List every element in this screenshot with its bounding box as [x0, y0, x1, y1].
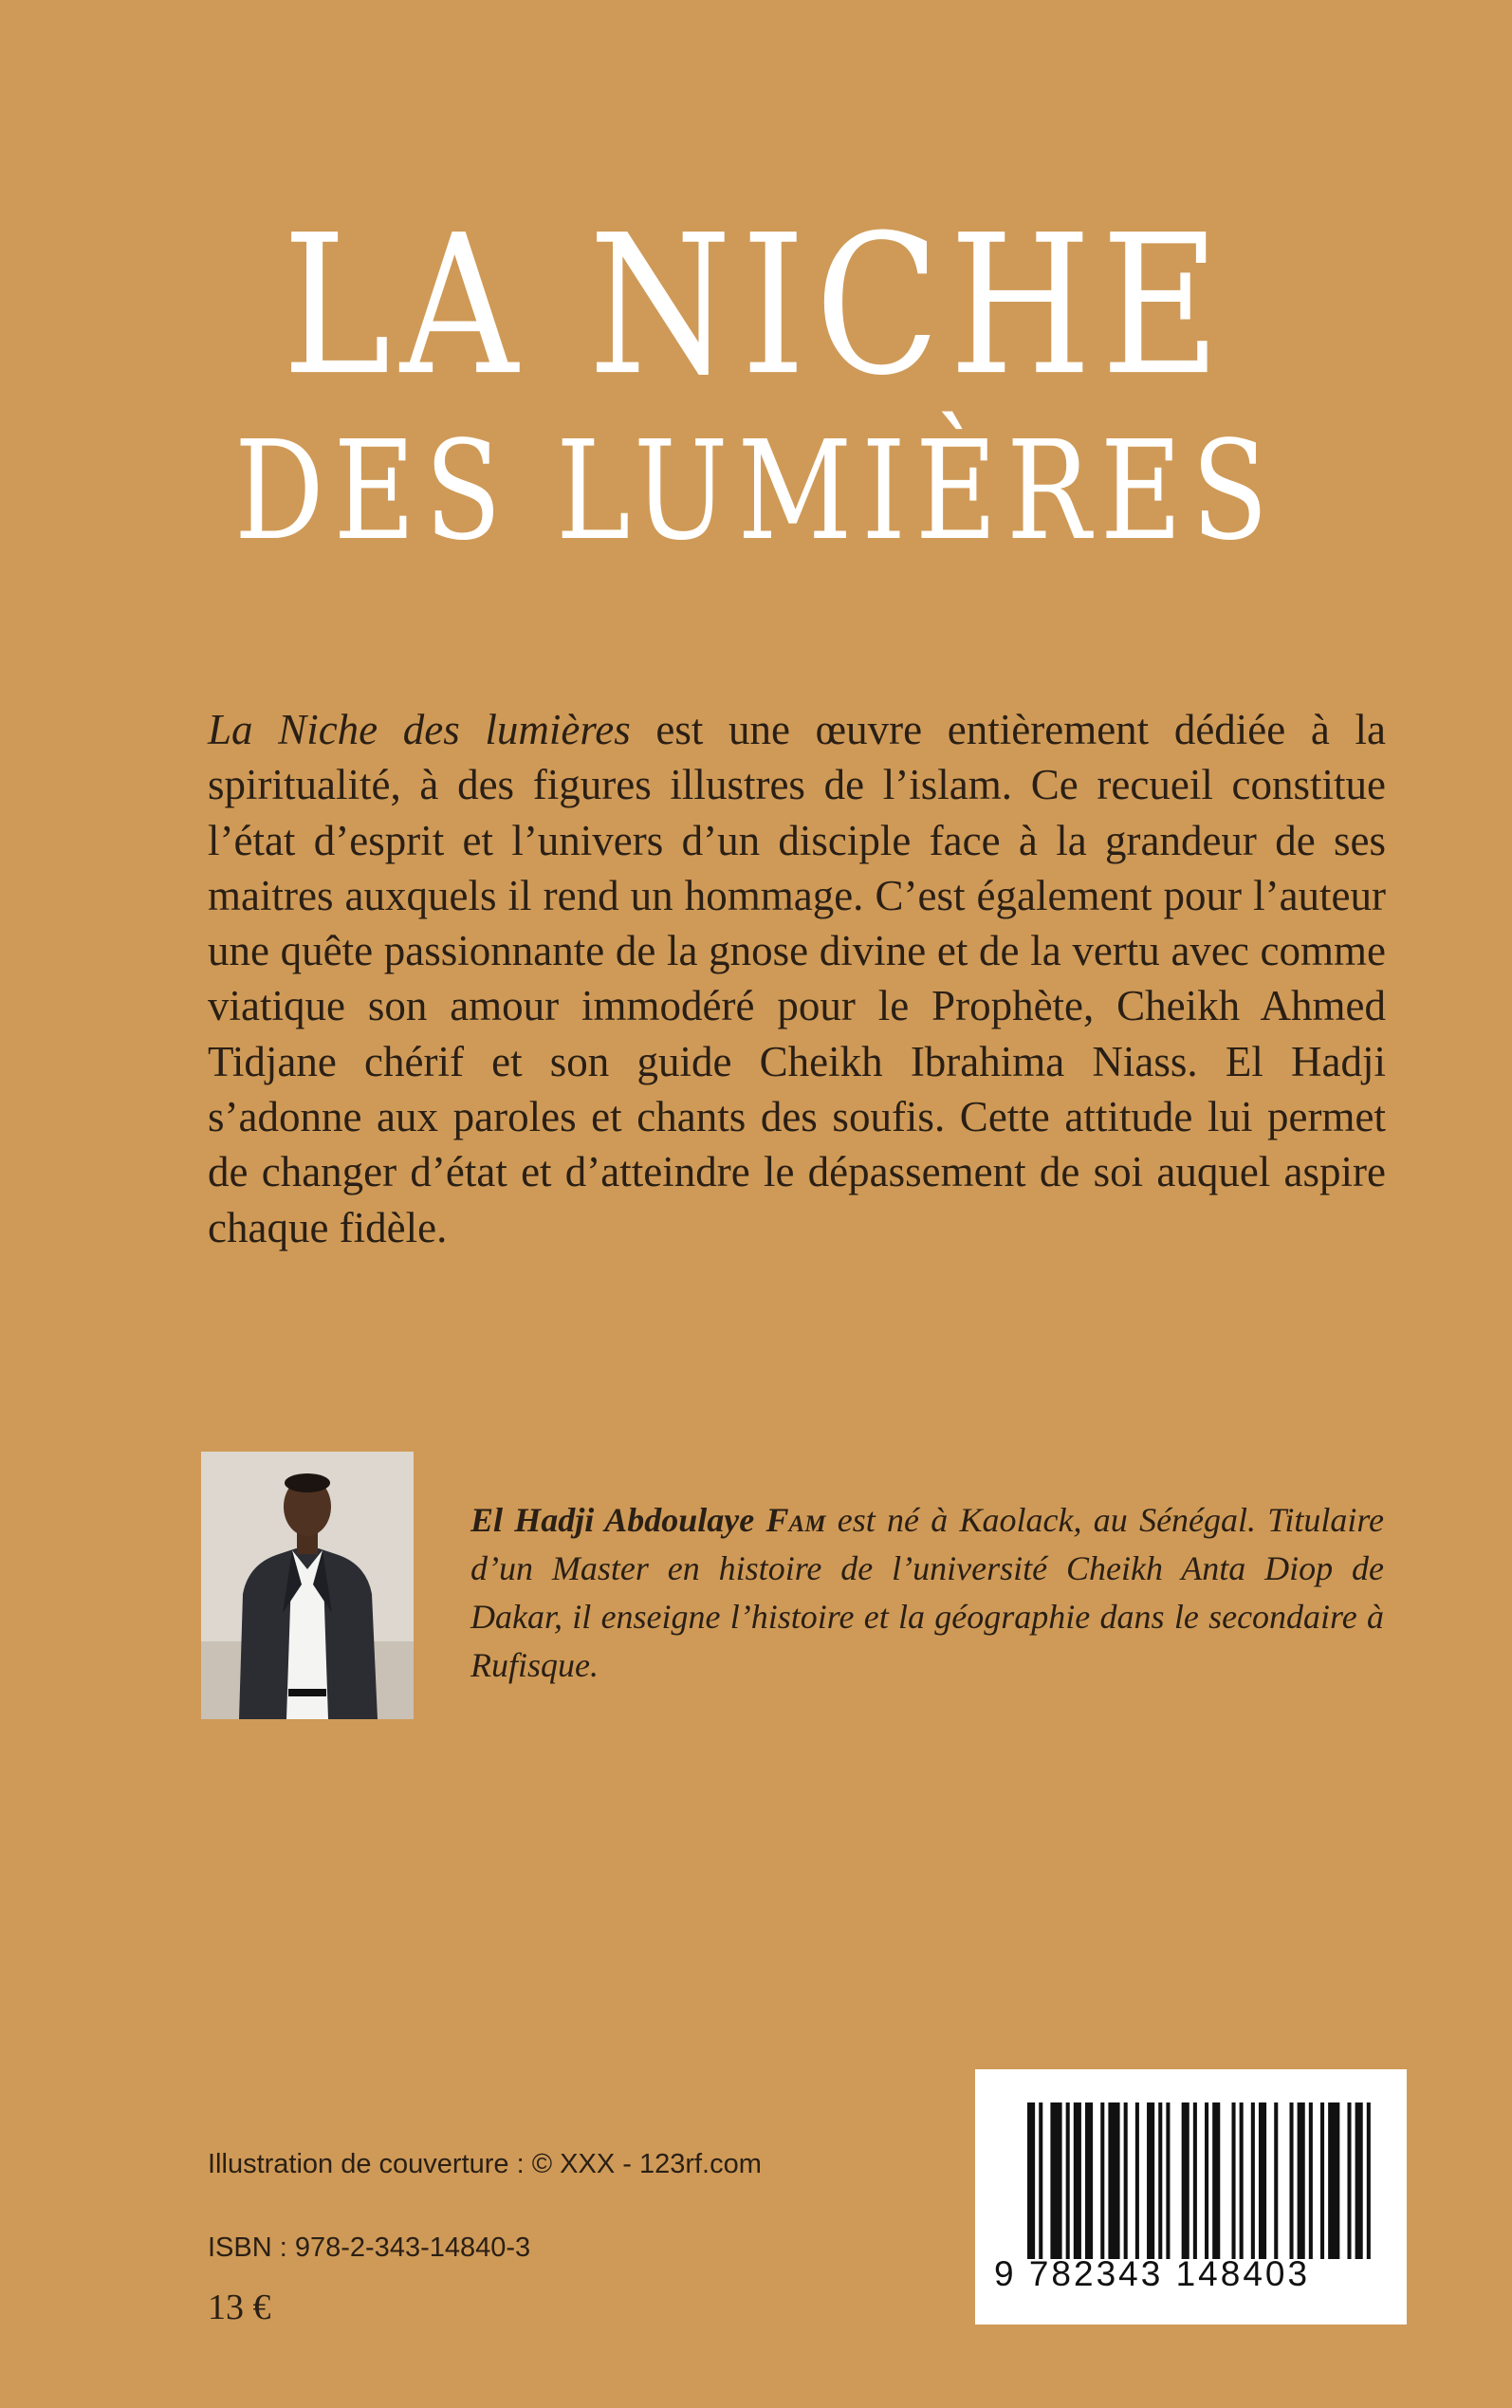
- barcode-bar: [1212, 2102, 1220, 2259]
- barcode-bar: [1367, 2102, 1371, 2259]
- barcode-bar: [1074, 2102, 1081, 2259]
- barcode-bar: [1355, 2102, 1363, 2259]
- barcode-bar: [1166, 2102, 1170, 2259]
- barcode-bar: [1309, 2102, 1313, 2259]
- barcode-bar: [1320, 2102, 1324, 2259]
- barcode: [975, 2069, 1407, 2325]
- barcode-bar: [1205, 2102, 1208, 2259]
- price: 13 €: [208, 2288, 271, 2327]
- barcode-bar: [1100, 2102, 1104, 2259]
- barcode-bar: [1193, 2102, 1197, 2259]
- author-portrait-image: [201, 1452, 414, 1719]
- barcode-bar: [1135, 2102, 1139, 2259]
- barcode-bar: [1240, 2102, 1244, 2259]
- barcode-bar: [1027, 2102, 1035, 2259]
- barcode-bar: [1231, 2102, 1235, 2259]
- barcode-bar: [1050, 2102, 1061, 2259]
- barcode-bar: [1182, 2102, 1189, 2259]
- barcode-bar: [1328, 2102, 1339, 2259]
- barcode-bar: [1274, 2102, 1278, 2259]
- barcode-bar: [1039, 2102, 1042, 2259]
- illustration-credit: Illustration de couverture : © XXX - 123rf.com: [208, 2149, 762, 2179]
- book-blurb: [208, 702, 1386, 1255]
- author-first-names: El Hadji Abdoulaye: [470, 1501, 755, 1539]
- barcode-bar: [1124, 2102, 1128, 2259]
- title-line-1: LA NICHE: [282, 193, 1230, 418]
- author-bio-text: est né à Kaolack, au Sénégal. Titulaire d’un Master en histoire de l’université Cheikh Anta Diop de Dakar, il enseigne l’histoire et la géographie dans le secondaire à Rufisque.: [470, 1501, 1385, 1684]
- barcode-digits: 9 782343 148403: [994, 2254, 1311, 2293]
- barcode-bars: [1027, 2102, 1378, 2259]
- barcode-bar: [1251, 2102, 1255, 2259]
- barcode-bar: [1108, 2102, 1119, 2259]
- blurb-title-italic: La Niche des lumières: [208, 706, 631, 753]
- title-line-2: DES LUMIÈRES: [234, 411, 1278, 571]
- barcode-bar: [1066, 2102, 1070, 2259]
- book-title: [0, 193, 1512, 571]
- barcode-bar: [1259, 2102, 1266, 2259]
- barcode-bar: [1298, 2102, 1305, 2259]
- barcode-bar: [1347, 2102, 1351, 2259]
- barcode-bar: [1085, 2102, 1093, 2259]
- isbn: ISBN : 978-2-343-14840-3: [208, 2232, 531, 2263]
- barcode-bar: [1289, 2102, 1293, 2259]
- author-photo: [201, 1452, 414, 1719]
- blurb-text: est une œuvre entièrement dédiée à la spiritualité, à des figures illustres de l’islam. Ce recueil constitue l’état d’esprit et l’univers d’un disciple face à la grandeur de ses maitres auxquels il rend un hommage. C’est également pour l’auteur une quête passionnante de la gnose divine et de la vertu avec comme viatique son amour immodéré pour le Prophète, Cheikh Ahmed Tidjane chérif et son guide Cheikh Ibrahima Niass. El Hadji s’adonne aux paroles et chants des soufis. Cette attitude lui permet de changer d’état et d’atteindre le dépassement de soi auquel aspire chaque fidèle.: [208, 706, 1386, 1251]
- author-bio: [470, 1496, 1384, 1690]
- author-surname: Fam: [765, 1501, 826, 1539]
- barcode-bar: [1147, 2102, 1154, 2259]
- barcode-bar: [1158, 2102, 1162, 2259]
